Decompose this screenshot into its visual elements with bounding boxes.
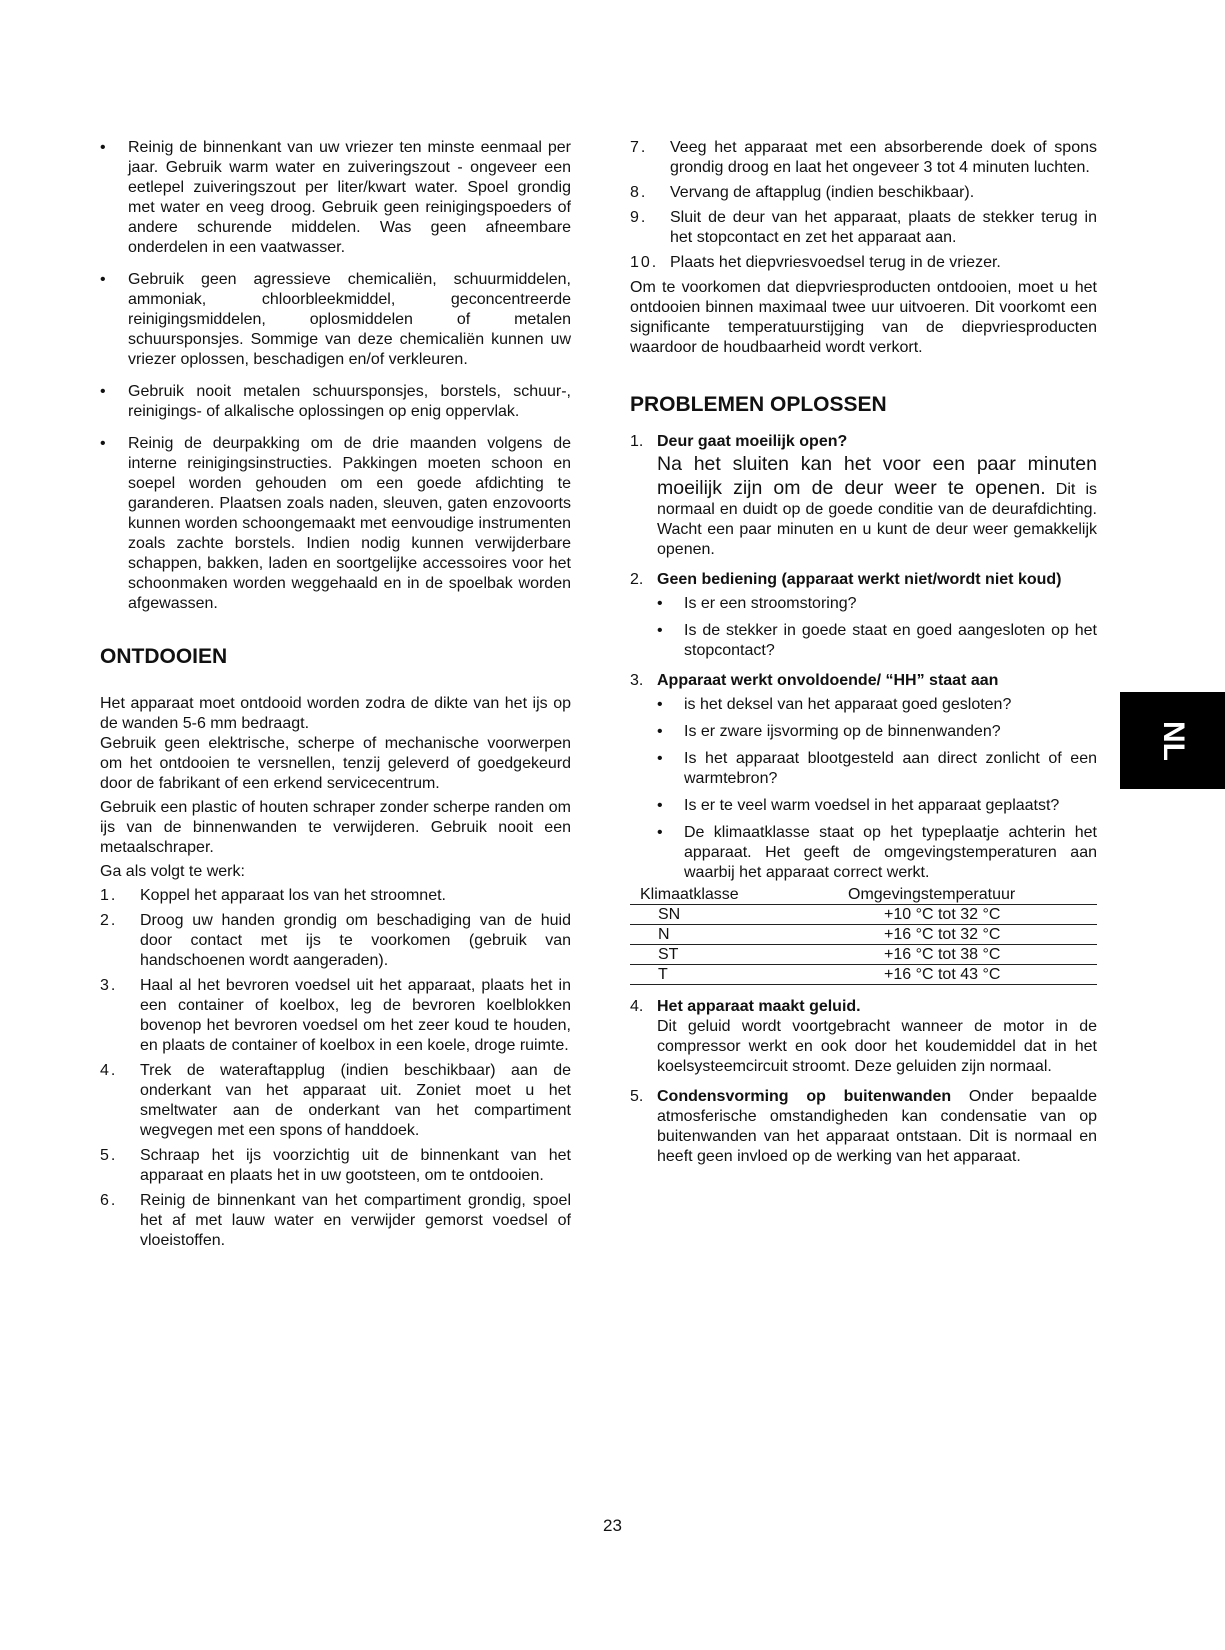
page-number: 23 (603, 1516, 622, 1535)
check-bullet: • Is er zware ijsvorming op de binnenwanden? (657, 722, 1097, 742)
cleaning-bullet: • Reinig de deurpakking om de drie maanden volgens de interne reinigingsinstructies. Pakkingen moeten schoon en soepel worden gehouden om een goede afdichting te garanderen. Plaatsen zoals naden, sleuven, gaten enzovoorts kunnen worden schoongemaakt met eenvoudige instrumenten zoals zachte borstels. Indien nodig kunnen verwijderbare schappen, bakken, laden en soortgelijke accessoires voor het schoonmaken worden weggehaald en in de spoelbak worden afgewassen. (100, 434, 571, 614)
climate-class-table (630, 885, 1097, 985)
table-row: N +16 °C tot 32 °C (630, 925, 1097, 945)
table-row: T +16 °C tot 43 °C (630, 965, 1097, 985)
defrost-steps (100, 886, 571, 1251)
right-column (630, 138, 1097, 1177)
cleaning-bullets (100, 138, 571, 614)
language-tab-label: NL (1156, 720, 1190, 761)
defrost-step: 5. Schraap het ijs voorzichtig uit de binnenkant van het apparaat en plaats het in uw gootsteen, om te ontdooien. (100, 1147, 571, 1184)
problemen-heading: PROBLEMEN OPLOSSEN (630, 393, 887, 416)
defrost-note: Om te voorkomen dat diepvriesproducten ontdooien, moet u het ontdooien binnen maximaal twee uur uitvoeren. Dit voorkomt een significante temperatuurstijging van de diepvriesproducten waardoor de houdbaarheid wordt verkort. (630, 279, 1097, 356)
ontdooien-para: Gebruik geen elektrische, scherpe of mechanische voorwerpen om het ontdooien te versnellen, tenzij geleverd of goedgekeurd door de fabrikant of een erkend servicecentrum. (100, 735, 571, 792)
defrost-step: 4. Trek de wateraftapplug (indien beschikbaar) aan de onderkant van het apparaat uit. Zoniet moet u het smeltwater aan de onderkant van het compartiment wegvegen met een spons of handdoek. (100, 1062, 571, 1139)
defrost-steps-continued (630, 138, 1097, 273)
problem-item: 4. Het apparaat maakt geluid. Dit geluid wordt voortgebracht wanneer de motor in de compressor werkt en ook door het koudemiddel dat in het koelsysteemcircuit stroomt. Deze geluiden zijn normaal. (630, 998, 1097, 1075)
problem-question: Apparaat werkt onvoldoende/ “HH” staat aan (657, 672, 999, 689)
cleaning-bullet: • Gebruik geen agressieve chemicaliën, schuurmiddelen, ammoniak, chloorbleekmiddel, geconcentreerde reinigingsmiddelen, oplosmiddelen of metalen schuursponsjes. Sommige van deze chemicaliën kunnen uw vriezer oplossen, beschadigen en/of verkleuren. (100, 270, 571, 370)
check-bullet: • De klimaatklasse staat op het typeplaatje achterin het apparaat. Het geeft de omgevingstemperaturen aan waarbij het apparaat correct werkt. (657, 823, 1097, 883)
check-bullet: • Is de stekker in goede staat en goed aangesloten op het stopcontact? (657, 621, 1097, 661)
cleaning-bullet: • Gebruik nooit metalen schuursponsjes, borstels, schuur-, reinigings- of alkalische oplossingen op enig oppervlak. (100, 382, 571, 422)
defrost-step: 1. Koppel het apparaat los van het stroomnet. (100, 887, 446, 904)
ontdooien-heading: ONTDOOIEN (100, 645, 228, 668)
defrost-step: 8. Vervang de aftapplug (indien beschikbaar). (630, 184, 975, 201)
problem-item: 1. Deur gaat moeilijk open? Na het sluiten kan het voor een paar minuten moeilijk zijn om de deur weer te openen. Dit is normaal en duidt op de goede conditie van de deurafdichting. Wacht een paar minuten en u kunt de deur weer gemakkelijk openen. (630, 433, 1097, 558)
problem-question: Condensvorming op buitenwanden (657, 1088, 952, 1105)
left-column (100, 138, 571, 1256)
ontdooien-para: Gebruik een plastic of houten schraper zonder scherpe randen om ijs van de binnenwanden te verwijderen. Gebruik nooit een metaalschraper. (100, 799, 571, 856)
check-bullet: • is het deksel van het apparaat goed gesloten? (657, 695, 1097, 715)
defrost-step: 3. Haal al het bevroren voedsel uit het apparaat, plaats het in een container of koelbox, leg de bevroren koelblokken bovenop het bevroren voedsel om het zeer koud te houden, en plaats de container of koelbox in een koele, droge ruimte. (100, 977, 571, 1054)
table-row: SN +10 °C tot 32 °C (630, 905, 1097, 925)
ontdooien-para: Het apparaat moet ontdooid worden zodra de dikte van het ijs op de wanden 5-6 mm bedraagt. (100, 695, 571, 732)
troubleshooting-list (630, 432, 1097, 883)
defrost-step: 6. Reinig de binnenkant van het compartiment grondig, spoel het af met lauw water en verwijder gemorst voedsel of vloeistoffen. (100, 1192, 571, 1249)
table-header: Omgevingstemperatuur (848, 885, 1097, 905)
check-bullet: • Is het apparaat blootgesteld aan direct zonlicht of een warmtebron? (657, 749, 1097, 789)
problem-item: 2. Geen bediening (apparaat werkt niet/wordt niet koud) • Is er een stroomstoring? • Is de stekker in goede staat en goed aangesloten op het stopcontact? (630, 570, 1097, 661)
problem-item: 3. Apparaat werkt onvoldoende/ “HH” staat aan • is het deksel van het apparaat goed gesloten? • Is er zware ijsvorming op de binnenwanden? • Is het apparaat blootgesteld aan direct zonlicht of een warmtebron? • Is er te veel warm voedsel in het apparaat geplaatst? • De klimaatklasse staat op het typeplaatje achterin het apparaat. Het geeft de omgevingstemperaturen aan waarbij het apparaat correct werkt. (630, 671, 1097, 883)
ontdooien-para: Ga als volgt te werk: (100, 863, 245, 880)
defrost-step: 9. Sluit de deur van het apparaat, plaats de stekker terug in het stopcontact en zet het apparaat aan. (630, 209, 1097, 246)
problem-question: Deur gaat moeilijk open? (657, 433, 848, 450)
defrost-step: 2. Droog uw handen grondig om beschadiging van de huid door contact met ijs te voorkomen (gebruik van handschoenen wordt aangeraden). (100, 912, 571, 969)
language-tab (1120, 692, 1225, 789)
defrost-step: 7. Veeg het apparaat met een absorberende doek of spons grondig droog en laat het ongeveer 3 tot 4 minuten luchten. (630, 139, 1097, 176)
check-bullet: • Is er te veel warm voedsel in het apparaat geplaatst? (657, 796, 1097, 816)
table-row: ST +16 °C tot 38 °C (630, 945, 1097, 965)
table-header: Klimaatklasse (630, 885, 848, 905)
cleaning-bullet: • Reinig de binnenkant van uw vriezer ten minste eenmaal per jaar. Gebruik warm water en zuiveringszout - ongeveer een eetlepel zuiveringszout per liter/kwart water. Spoel grondig met water en veeg droog. Gebruik geen reinigingspoeders of andere schurende middelen. Was geen afneembare onderdelen in een vaatwasser. (100, 138, 571, 258)
check-bullet: • Is er een stroomstoring? (657, 594, 1097, 614)
defrost-step: 10. Plaats het diepvriesvoedsel terug in de vriezer. (630, 254, 1001, 271)
problem-question: Geen bediening (apparaat werkt niet/wordt niet koud) (657, 571, 1062, 588)
table-header-row (630, 885, 1097, 905)
problem-item: 5. Condensvorming op buitenwanden Onder bepaalde atmosferische omstandigheden kan condensatie van op buitenwanden van het apparaat ontstaan. Dit is normaal en heeft geen invloed op de werking van het apparaat. (630, 1088, 1097, 1165)
troubleshooting-list-continued (630, 997, 1097, 1167)
problem-question: Het apparaat maakt geluid. (657, 998, 861, 1015)
